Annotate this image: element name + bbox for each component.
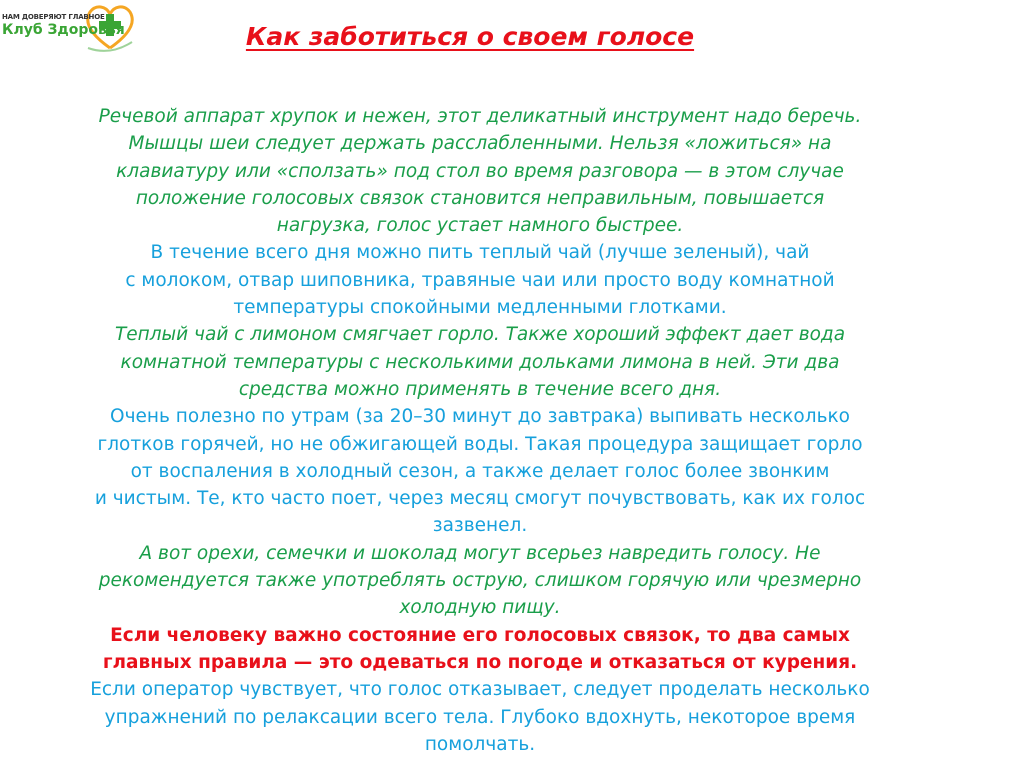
paragraph-drinks	[0, 239, 960, 321]
text-line: средства можно применять в течение всего дня.	[238, 378, 722, 400]
paragraph-morning-water	[0, 403, 960, 539]
logo-name: Клуб Здоровья	[2, 22, 125, 38]
text-line: В течение всего дня можно пить теплый чай (лучше зеленый), чай	[150, 242, 810, 264]
text-line: зазвенел.	[432, 515, 528, 537]
text-line: положение голосовых связок становится неправильным, повышается	[135, 187, 825, 209]
logo-tagline: НАМ ДОВЕРЯЮТ ГЛАВНОЕ	[2, 13, 105, 21]
text-line: Очень полезно по утрам (за 20–30 минут до завтрака) выпивать несколько	[110, 406, 850, 428]
paragraph-relaxation	[0, 676, 960, 758]
text-line: нагрузка, голос устает намного быстрее.	[276, 215, 684, 237]
text-line: помолчать.	[424, 733, 536, 755]
text-line: Мышцы шеи следует держать расслабленными. Нельзя «ложиться» на	[128, 133, 832, 155]
paragraph-main-rules	[0, 622, 960, 677]
paragraph-lemon	[0, 321, 960, 403]
slide-body	[0, 103, 960, 758]
text-line: с молоком, отвар шиповника, травяные чаи или просто воду комнатной	[125, 269, 835, 291]
text-line: температуры спокойными медленными глотками.	[233, 297, 727, 319]
text-line: упражнений по релаксации всего тела. Глубоко вдохнуть, некоторое время	[104, 706, 856, 728]
text-line: и чистым. Те, кто часто поет, через месяц смогут почувствовать, как их голос	[94, 488, 866, 510]
paragraph-avoid-food	[0, 540, 960, 622]
text-line: главных правила — это одеваться по погоде и отказаться от курения.	[102, 651, 858, 673]
text-line: глотков горячей, но не обжигающей воды. Такая процедура защищает горло	[97, 433, 863, 455]
paragraph-posture	[0, 103, 960, 239]
text-line: Речевой аппарат хрупок и нежен, этот деликатный инструмент надо беречь.	[98, 106, 862, 127]
text-line: клавиатуру или «сползать» под стол во время разговора — в этом случае	[116, 160, 844, 182]
text-line: холодную пищу.	[399, 597, 561, 619]
text-line: Теплый чай с лимоном смягчает горло. Также хороший эффект дает вода	[114, 324, 846, 346]
page-title: Как заботиться о своем голосе	[245, 22, 695, 51]
text-line: рекомендуется также употреблять острую, слишком горячую или чрезмерно	[98, 570, 862, 592]
text-line: Если оператор чувствует, что голос отказывает, следует проделать несколько	[90, 679, 870, 701]
text-line: от воспаления в холодный сезон, а также делает голос более звонким	[130, 460, 830, 482]
text-line: А вот орехи, семечки и шоколад могут всерьез навредить голосу. Не	[139, 542, 821, 564]
text-line: Если человеку важно состояние его голосовых связок, то два самых	[110, 624, 850, 646]
text-line: комнатной температуры с несколькими дольками лимона в ней. Эти два	[120, 351, 840, 373]
